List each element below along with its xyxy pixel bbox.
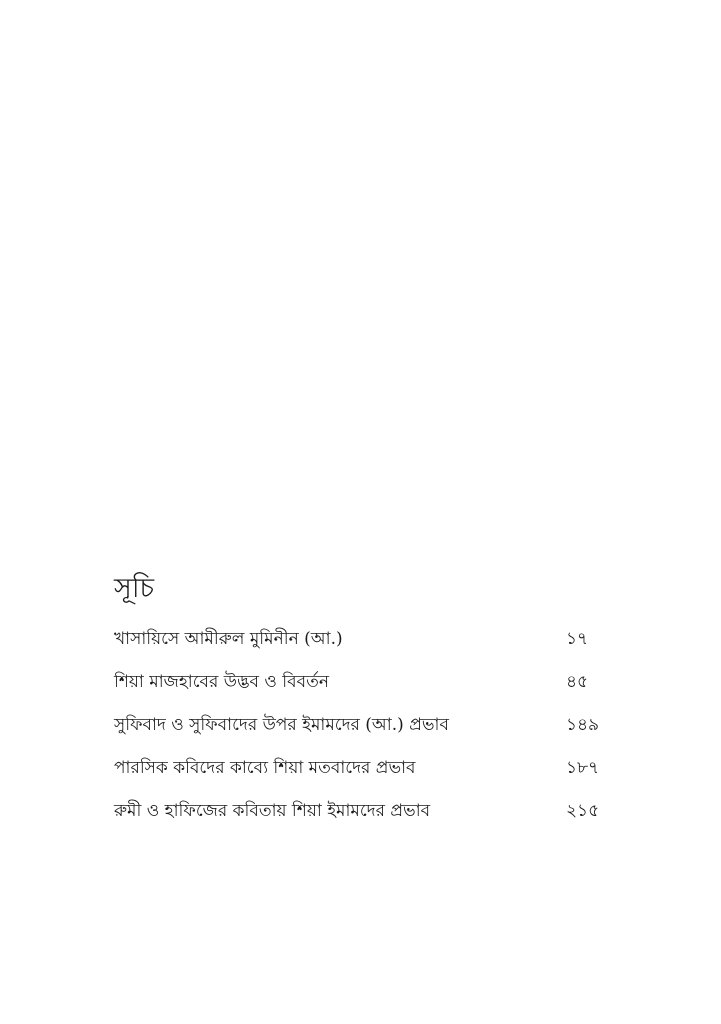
toc-entry [114, 668, 614, 711]
toc-entry-title: খাসায়িসে আমীরুল মুমিনীন (আ.) [114, 629, 343, 649]
toc-entry-title: শিয়া মাজহাবের উদ্ভব ও বিবর্তন [114, 672, 329, 692]
toc-entry-page-number: ১৭ [566, 629, 589, 649]
table-of-contents-list [114, 625, 614, 840]
toc-entry-title: রুমী ও হাফিজের কবিতায় শিয়া ইমামদের প্রভাব [114, 801, 431, 821]
toc-entry [114, 754, 614, 797]
toc-entry-page-number: ১৪৯ [566, 715, 600, 735]
toc-entry-page-number: ২১৫ [566, 801, 600, 821]
toc-entry-title: পারসিক কবিদের কাব্যে শিয়া মতবাদের প্রভাব [114, 758, 416, 778]
toc-entry-page-number: ৪৫ [566, 672, 589, 692]
table-of-contents-heading: সূচি [114, 573, 155, 604]
toc-entry [114, 797, 614, 840]
toc-entry-page-number: ১৮৭ [566, 758, 600, 778]
toc-entry [114, 711, 614, 754]
toc-entry-title: সুফিবাদ ও সুফিবাদের উপর ইমামদের (আ.) প্রভাব [114, 715, 449, 735]
toc-entry [114, 625, 614, 668]
